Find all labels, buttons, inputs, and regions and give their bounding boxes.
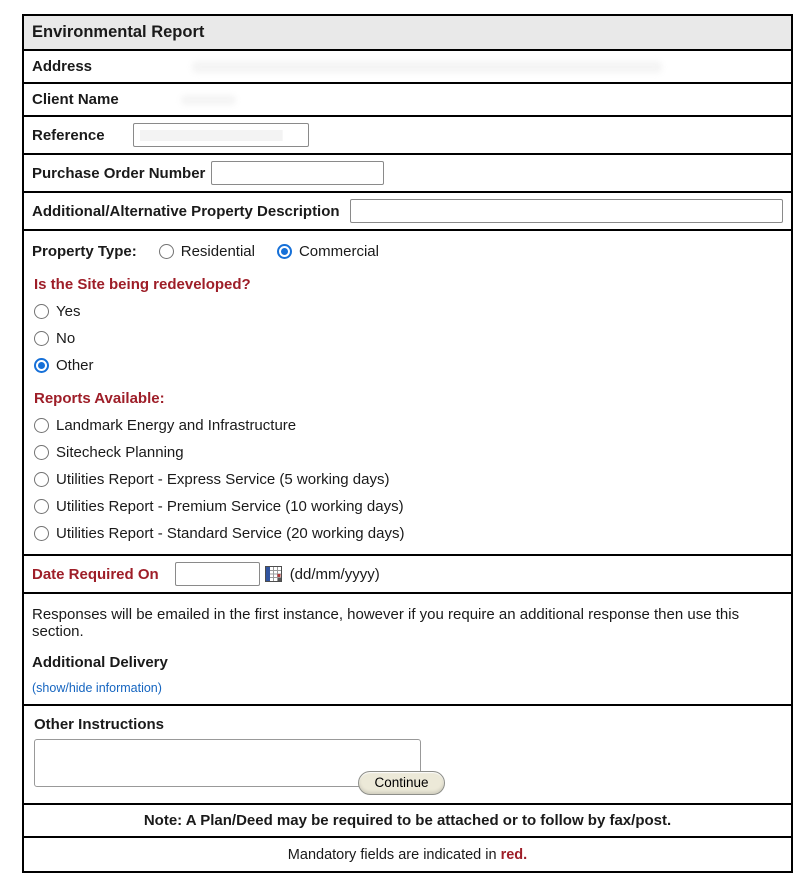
radio-residential[interactable] [159, 243, 255, 260]
reports-available-heading: Reports Available: [34, 390, 165, 407]
radio-redeveloped-yes[interactable] [34, 303, 783, 320]
radio-report-utilities-standard[interactable] [34, 525, 783, 542]
radio-label: Other [56, 357, 94, 374]
address-redacted-value [192, 61, 662, 73]
radio-button-icon[interactable] [34, 526, 49, 541]
client-name-row [24, 82, 791, 115]
date-format-hint: (dd/mm/yyyy) [289, 565, 380, 583]
mandatory-prefix: Mandatory fields are indicated in [287, 846, 501, 863]
radio-button-icon[interactable] [34, 331, 49, 346]
reference-row [24, 115, 791, 153]
date-required-input[interactable] [175, 562, 260, 586]
radio-label: Sitecheck Planning [56, 444, 184, 461]
property-type-group [32, 243, 783, 260]
property-options-section [24, 229, 791, 554]
purchase-order-input[interactable] [211, 161, 384, 185]
show-hide-information-link[interactable]: (show/hide information) [32, 681, 162, 695]
radio-label: No [56, 330, 76, 347]
radio-button-icon[interactable] [34, 358, 49, 373]
client-name-redacted-value [181, 95, 236, 105]
form-header [24, 16, 791, 49]
radio-label: Commercial [298, 243, 379, 260]
client-name-label: Client Name [32, 91, 119, 108]
date-required-row [24, 554, 791, 592]
radio-label: Yes [56, 303, 81, 320]
radio-label: Landmark Energy and Infrastructure [56, 417, 297, 434]
purchase-order-row [24, 153, 791, 191]
radio-report-utilities-premium[interactable] [34, 498, 783, 515]
radio-report-landmark-energy[interactable] [34, 417, 783, 434]
radio-report-sitecheck-planning[interactable] [34, 444, 783, 461]
redeveloped-question: Is the Site being redeveloped? [34, 276, 251, 293]
calendar-icon [265, 566, 282, 582]
plan-deed-note: Note: A Plan/Deed may be required to be attached or to follow by fax/post. [143, 812, 672, 829]
radio-button-icon[interactable] [34, 304, 49, 319]
date-required-label: Date Required On [32, 565, 159, 583]
radio-label: Residential [180, 243, 255, 260]
property-description-input[interactable] [350, 199, 783, 223]
radio-label: Utilities Report - Premium Service (10 working days) [56, 498, 404, 515]
radio-redeveloped-other[interactable] [34, 357, 783, 374]
note-row [24, 803, 791, 836]
purchase-order-label: Purchase Order Number [32, 164, 206, 182]
reports-available-options [32, 417, 783, 542]
radio-button-icon[interactable] [34, 418, 49, 433]
additional-delivery-section [24, 592, 791, 704]
property-description-row [24, 191, 791, 229]
property-type-label: Property Type: [32, 243, 137, 260]
mandatory-fields-text [288, 847, 527, 863]
address-label: Address [32, 58, 93, 75]
radio-button-icon[interactable] [277, 244, 292, 259]
radio-label: Utilities Report - Express Service (5 working days) [56, 471, 390, 488]
reference-input[interactable] [133, 123, 309, 147]
radio-button-icon[interactable] [34, 445, 49, 460]
radio-button-icon[interactable] [159, 244, 174, 259]
additional-delivery-label: Additional Delivery [32, 654, 168, 671]
radio-redeveloped-no[interactable] [34, 330, 783, 347]
reference-label: Reference [32, 126, 105, 144]
continue-button[interactable]: Continue [358, 771, 444, 795]
delivery-intro-text: Responses will be emailed in the first instance, however if you require an additional response then use this section. [32, 606, 740, 640]
environmental-report-form [22, 14, 793, 873]
form-actions [0, 771, 803, 795]
address-row [24, 49, 791, 82]
radio-button-icon[interactable] [34, 472, 49, 487]
page-title: Environmental Report [32, 23, 205, 41]
radio-button-icon[interactable] [34, 499, 49, 514]
radio-commercial[interactable] [277, 243, 379, 260]
other-instructions-label: Other Instructions [34, 716, 165, 733]
radio-report-utilities-express[interactable] [34, 471, 783, 488]
property-description-label: Additional/Alternative Property Description [32, 202, 340, 220]
mandatory-fields-row [24, 836, 791, 871]
redeveloped-options [32, 303, 783, 374]
radio-label: Utilities Report - Standard Service (20 working days) [56, 525, 405, 542]
mandatory-red-word: red. [500, 846, 528, 863]
calendar-picker-button[interactable] [265, 566, 282, 582]
